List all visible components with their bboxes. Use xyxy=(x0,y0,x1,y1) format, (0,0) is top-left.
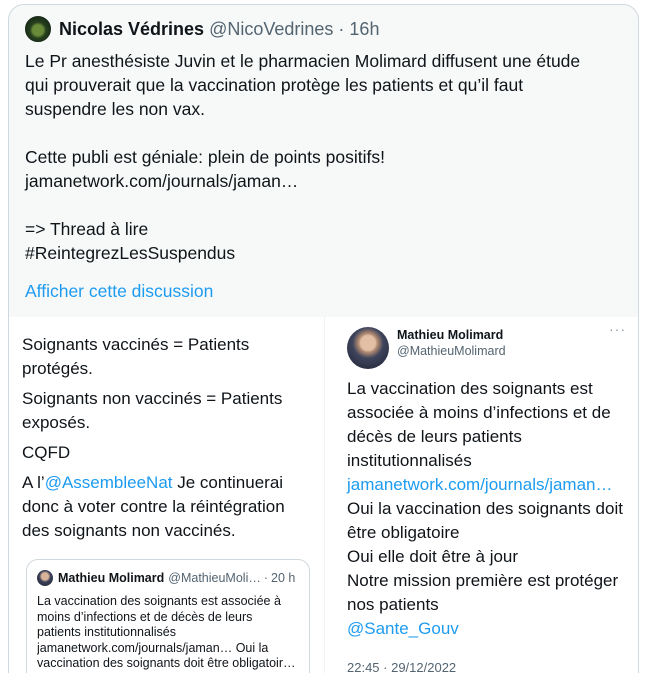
author-handle[interactable]: @NicoVedrines xyxy=(209,18,334,39)
embedded-text-line: être obligatoire xyxy=(347,523,460,542)
embedded-link: jamanetwork.com/journals/jaman… xyxy=(347,475,613,494)
quoted-text-line: vaccination des soignants doit être obligatoir… xyxy=(37,656,296,671)
tweet-link[interactable]: jamanetwork.com/journals/jaman… xyxy=(25,171,299,191)
quoted-author-handle: @MathieuMoli… xyxy=(168,571,261,585)
tweet-text xyxy=(25,49,625,265)
author-avatar[interactable] xyxy=(25,16,51,42)
hashtag[interactable]: #ReintegrezLesSuspendus xyxy=(25,243,236,263)
embedded-text-line: Notre mission première est protéger xyxy=(347,571,619,590)
tweet-text-line: => Thread à lire xyxy=(25,219,149,239)
embedded-author-name: Mathieu Molimard xyxy=(397,328,504,342)
tweet-text-line: Le Pr anesthésiste Juvin et le pharmacien Molimard diffusent une étude xyxy=(25,51,581,71)
quoted-tweet-text xyxy=(37,594,303,672)
left-paragraph: Soignants non vaccinés = Patients exposés. xyxy=(22,389,283,432)
embedded-author-handle: @MathieuMolimard xyxy=(397,344,506,358)
image-right-panel[interactable] xyxy=(325,317,639,673)
embedded-timestamp: 22:45 · 29/12/2022 xyxy=(347,660,457,673)
quoted-text-line: La vaccination des soignants est associée à xyxy=(37,594,281,608)
embedded-text-line: décès de leurs patients xyxy=(347,427,522,446)
embedded-text-line: La vaccination des soignants est xyxy=(347,379,593,398)
quoted-author-avatar xyxy=(37,570,53,586)
more-options-icon: ··· xyxy=(609,321,626,337)
quoted-text-line: jamanetwork.com/journals/jaman… Oui la xyxy=(37,640,269,655)
left-paragraph-suffix: Je continuerai donc à voter contre la réintégration des soignants non vaccinés. xyxy=(22,473,285,540)
quoted-text-line: moins d’infections et de décès de leurs xyxy=(37,609,253,624)
left-paragraph: Soignants vaccinés = Patients protégés. xyxy=(22,335,250,378)
quoted-separator: · xyxy=(263,571,269,585)
left-paragraph-prefix: A l’ xyxy=(22,473,45,492)
tweet-time[interactable]: 16h xyxy=(349,18,380,39)
embedded-text-line: associée à moins d’infections et de xyxy=(347,403,611,422)
tweet-text-line: qui prouverait que la vaccination protège les patients et qu’il faut xyxy=(25,75,524,95)
embedded-author-avatar xyxy=(347,327,389,369)
quoted-tweet-card[interactable] xyxy=(26,559,310,673)
show-thread-link[interactable]: Afficher cette discussion xyxy=(25,281,214,301)
quoted-text-line: patients institutionnalisés xyxy=(37,625,176,640)
embedded-text-line: Oui la vaccination des soignants doit xyxy=(347,499,623,518)
tweet-card[interactable] xyxy=(8,4,639,673)
embedded-text-line: nos patients xyxy=(347,595,439,614)
header-separator: · xyxy=(338,18,345,39)
embedded-text-line: Oui elle doit être à jour xyxy=(347,547,519,566)
embedded-mention: @Sante_Gouv xyxy=(347,619,459,638)
embedded-tweet-header xyxy=(347,327,506,369)
tweet-text-line: Cette publi est géniale: plein de points positifs! xyxy=(25,147,385,167)
embedded-tweet-text xyxy=(347,377,637,641)
author-display-name[interactable]: Nicolas Védrines xyxy=(59,18,205,39)
left-paragraph: CQFD xyxy=(22,443,71,462)
image-left-panel[interactable] xyxy=(9,317,325,673)
embedded-text-line: institutionnalisés xyxy=(347,451,472,470)
tweet-text-line: suspendre les non vax. xyxy=(25,99,205,119)
quoted-author-name: Mathieu Molimard xyxy=(58,571,165,585)
quoted-time: 20 h xyxy=(271,571,296,585)
left-paragraph xyxy=(22,471,312,543)
tweet-header xyxy=(25,15,379,43)
mention-assemblee[interactable]: @AssembleeNat xyxy=(44,473,173,492)
quoted-tweet-header xyxy=(37,570,295,586)
left-panel-text xyxy=(22,333,312,549)
